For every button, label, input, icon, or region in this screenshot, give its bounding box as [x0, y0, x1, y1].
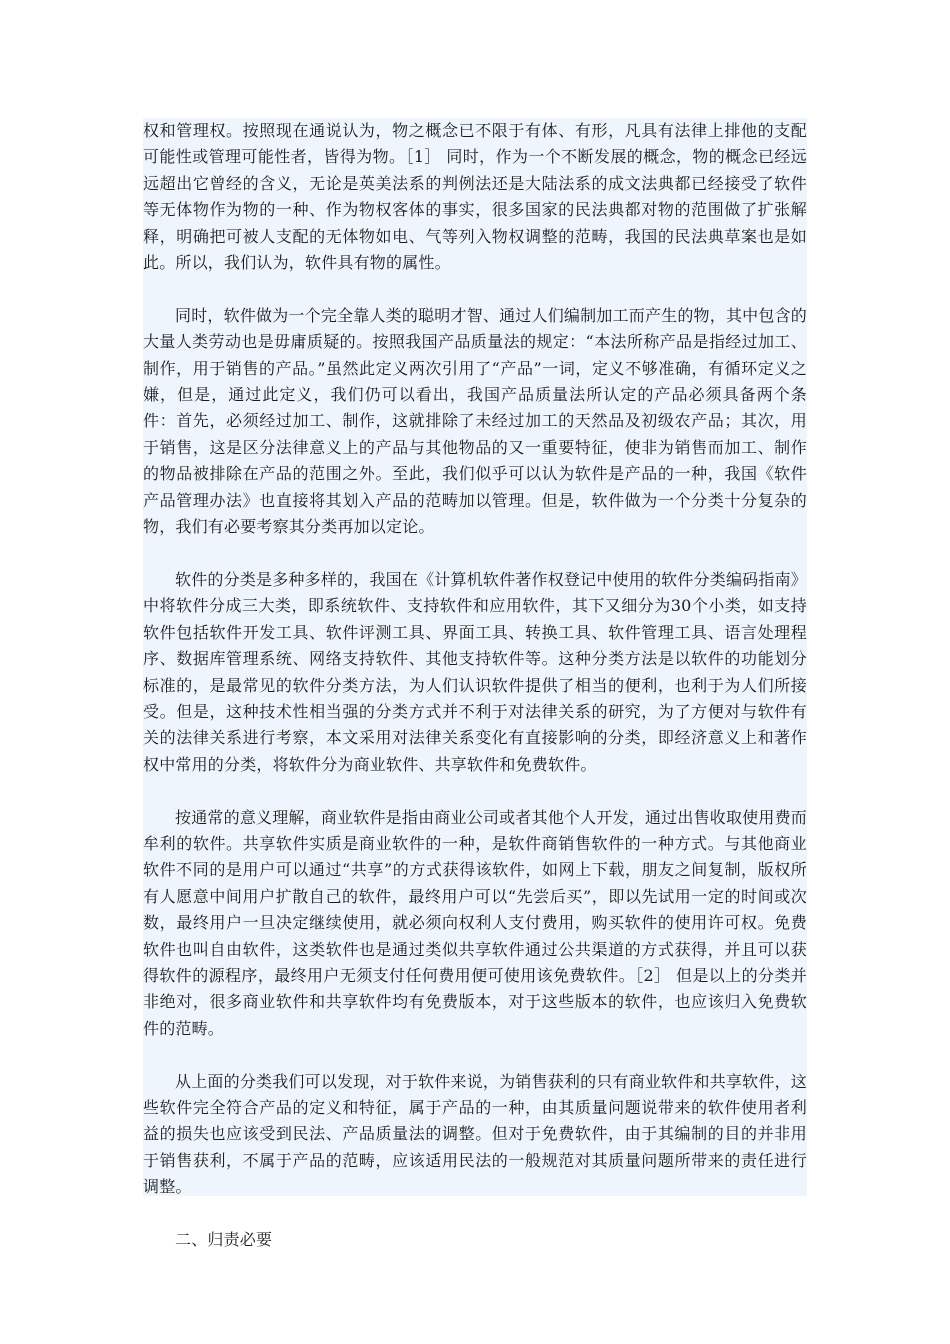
paragraph: 按通常的意义理解，商业软件是指由商业公司或者其他个人开发，通过出售收取使用费而牟利的软件。共享软件实质是商业软件的一种，是软件商销售软件的一种方式。与其他商业软件不同的是用户可以通过“共享”的方式获得该软件，如网上下载，朋友之间复制，版权所有人愿意中间用户扩散自己的软件，最终用户可以“先尝后买”，即以先试用一定的时间或次数，最终用户一旦决定继续使用，就必须向权利人支付费用，购买软件的使用许可权。免费软件也叫自由软件，这类软件也是通过类似共享软件通过公共渠道的方式获得，并且可以获得软件的源程序，最终用户无须支付任何费用便可使用该免费软件。［2］ 但是以上的分类并非绝对，很多商业软件和共享软件均有免费版本，对于这些版本的软件，也应该归入免费软件的范畴。: [143, 807, 807, 1038]
paragraph: 软件的分类是多种多样的，我国在《计算机软件著作权登记中使用的软件分类编码指南》中将软件分成三大类，即系统软件、支持软件和应用软件，其下又细分为30个小类，如支持软件包括软件开发工具、软件评测工具、界面工具、转换工具、软件管理工具、语言处理程序、数据库管理系统、网络支持软件、其他支持软件等。这种分类方法是以软件的功能划分标准的，是最常见的软件分类方法，为人们认识软件提供了相当的便利，也利于为人们所接受。但是，这种技术性相当强的分类方式并不利于对法律关系的研究，为了方便对与软件有关的法律关系进行考察，本文采用对法律关系变化有直接影响的分类，即经济意义上和著作权中常用的分类，将软件分为商业软件、共享软件和免费软件。: [143, 569, 807, 774]
section-heading: 二、归责必要: [175, 1229, 273, 1249]
document-body: [143, 118, 807, 1253]
paragraph-continued: 权和管理权。按照现在通说认为，物之概念已不限于有体、有形，凡具有法律上排他的支配可能性或管理可能性者，皆得为物。［1］ 同时，作为一个不断发展的概念，物的概念已经远远超出它曾经的含义，无论是英美法系的判例法还是大陆法系的成文法典都已经接受了软件等无体物作为物的一种、作为物权客体的事实，很多国家的民法典都对物的范围做了扩张解释，明确把可被人支配的无体物如电、气等列入物权调整的范畴，我国的民法典草案也是如此。所以，我们认为，软件具有物的属性。: [143, 121, 807, 273]
paragraph: 同时，软件做为一个完全靠人类的聪明才智、通过人们编制加工而产生的物，其中包含的大量人类劳动也是毋庸质疑的。按照我国产品质量法的规定：“本法所称产品是指经过加工、制作，用于销售的产品。”虽然此定义两次引用了“产品”一词，定义不够准确，有循环定义之嫌，但是，通过此定义，我们仍可以看出，我国产品质量法所认定的产品必须具备两个条件：首先，必须经过加工、制作，这就排除了未经过加工的天然品及初级农产品；其次，用于销售，这是区分法律意义上的产品与其他物品的又一重要特征，使非为销售而加工、制作的物品被排除在产品的范围之外。至此，我们似乎可以认为软件是产品的一种，我国《软件产品管理办法》也直接将其划入产品的范畴加以管理。但是，软件做为一个分类十分复杂的物，我们有必要考察其分类再加以定论。: [143, 305, 807, 537]
paragraph: 从上面的分类我们可以发现，对于软件来说，为销售获利的只有商业软件和共享软件，这些软件完全符合产品的定义和特征，属于产品的一种，由其质量问题说带来的软件使用者利益的损失也应该受到民法、产品质量法的调整。但对于免费软件，由于其编制的目的并非用于销售获利，不属于产品的范畴，应该适用民法的一般规范对其质量问题所带来的责任进行调整。: [143, 1071, 807, 1197]
